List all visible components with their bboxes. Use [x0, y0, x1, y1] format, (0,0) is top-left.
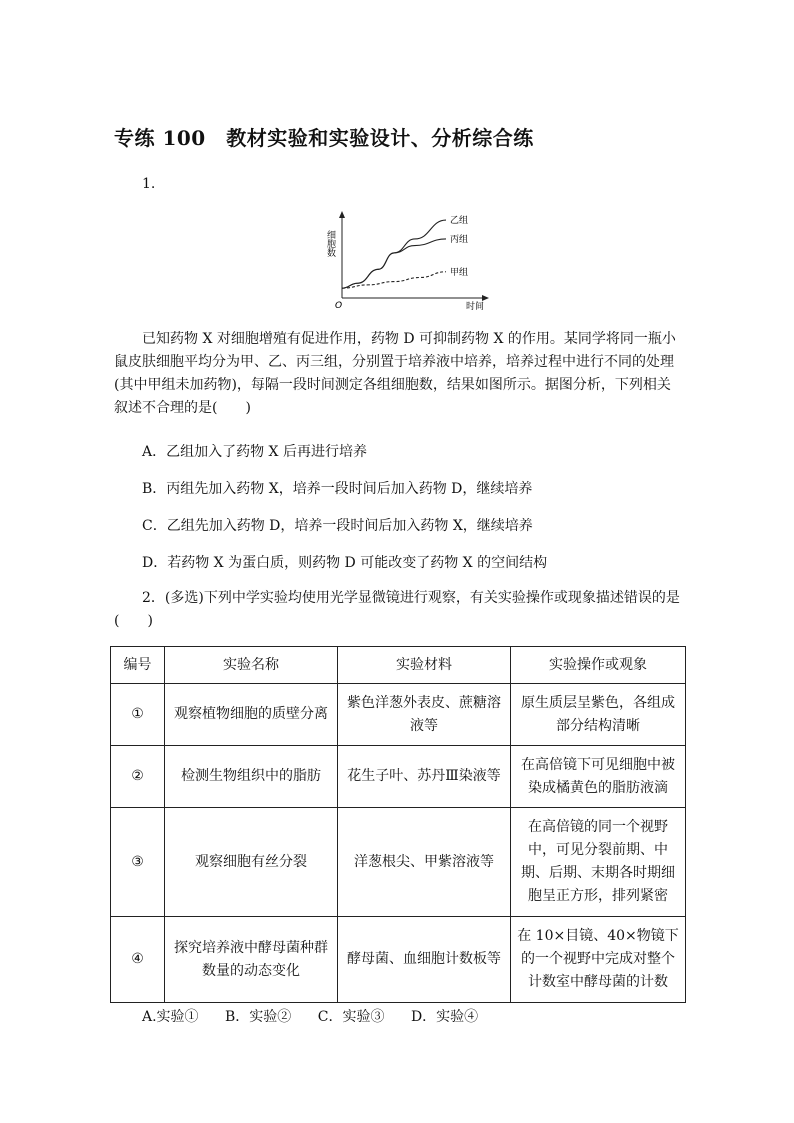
x-axis-arrow [482, 295, 489, 301]
header-number: 编号 [111, 647, 165, 684]
cell-experiment-name: 探究培养液中酵母菌种群数量的动态变化 [165, 917, 338, 1003]
header-experiment-name: 实验名称 [165, 647, 338, 684]
q1-option-a: A．乙组加入了药物 X 后再进行培养 [142, 444, 367, 460]
header-operation: 实验操作或观象 [511, 647, 686, 684]
cell-number: ④ [111, 917, 165, 1003]
experiment-table [110, 646, 686, 1003]
cell-operation: 原生质层呈紫色，各组成部分结构清晰 [511, 684, 686, 746]
q2-option-a: A.实验① [142, 1009, 199, 1025]
cell-material: 紫色洋葱外表皮、蔗糖溶液等 [338, 684, 511, 746]
cell-material: 酵母菌、血细胞计数板等 [338, 917, 511, 1003]
q2-option-b: B．实验② [225, 1009, 292, 1025]
table-row [111, 917, 686, 1003]
cell-operation: 在高倍镜的同一个视野中，可见分裂前期、中期、后期、末期各时期细胞呈正方形，排列紧密 [511, 808, 686, 917]
question-2-stem: 2．(多选)下列中学实验均使用光学显微镜进行观察，有关实验操作或现象描述错误的是( ) [114, 590, 680, 629]
y-axis-arrow [339, 211, 345, 218]
cell-experiment-name: 检测生物组织中的脂肪 [165, 746, 338, 808]
cell-experiment-name: 观察植物细胞的质壁分离 [165, 684, 338, 746]
y-axis-label: 细胞数 [325, 230, 335, 257]
series-line-1 [342, 239, 446, 288]
question-1-stem: 已知药物 X 对细胞增殖有促进作用，药物 D 可抑制药物 X 的作用。某同学将同一瓶小鼠皮肤细胞平均分为甲、乙、丙三组，分别置于培养液中培养，培养过程中进行不同的处理(其中甲组未加药物)，每隔一段时间测定各组细胞数，结果如图所示。据图分析，下列相关叙述不合理的是( ) [114, 331, 676, 416]
series-label-1: 丙组 [450, 234, 469, 245]
q2-option-d: D．实验④ [410, 1009, 479, 1025]
series-label-2: 甲组 [450, 267, 469, 278]
cell-number: ① [111, 684, 165, 746]
question-1-number: 1. [142, 176, 156, 192]
table-row [111, 684, 686, 746]
q1-option-d: D．若药物 X 为蛋白质，则药物 D 可能改变了药物 X 的空间结构 [142, 555, 548, 571]
cell-material: 洋葱根尖、甲紫溶液等 [338, 808, 511, 917]
cell-number: ③ [111, 808, 165, 917]
q1-option-c: C．乙组先加入药物 D，培养一段时间后加入药物 X，继续培养 [142, 518, 533, 534]
table-header-row [111, 647, 686, 684]
x-axis-label: 时间 [466, 302, 485, 312]
origin-label: O [335, 301, 343, 311]
cell-experiment-name: 观察细胞有丝分裂 [165, 808, 338, 917]
series-line-0 [342, 220, 446, 288]
cell-number: ② [111, 746, 165, 808]
series-line-2 [342, 272, 446, 288]
cell-growth-chart [318, 208, 498, 312]
q1-option-b: B．丙组先加入药物 X，培养一段时间后加入药物 D，继续培养 [142, 481, 533, 497]
table-row [111, 808, 686, 917]
header-material: 实验材料 [338, 647, 511, 684]
q2-options [142, 1006, 500, 1026]
cell-operation: 在 10×目镜、40×物镜下的一个视野中完成对整个计数室中酵母菌的计数 [511, 917, 686, 1003]
series-label-0: 乙组 [450, 216, 469, 227]
table-row [111, 746, 686, 808]
q2-option-c: C．实验③ [317, 1009, 385, 1025]
cell-operation: 在高倍镜下可见细胞中被染成橘黄色的脂肪液滴 [511, 746, 686, 808]
cell-material: 花生子叶、苏丹Ⅲ染液等 [338, 746, 511, 808]
page-title: 专练 100 教材实验和实验设计、分析综合练 [114, 126, 534, 150]
